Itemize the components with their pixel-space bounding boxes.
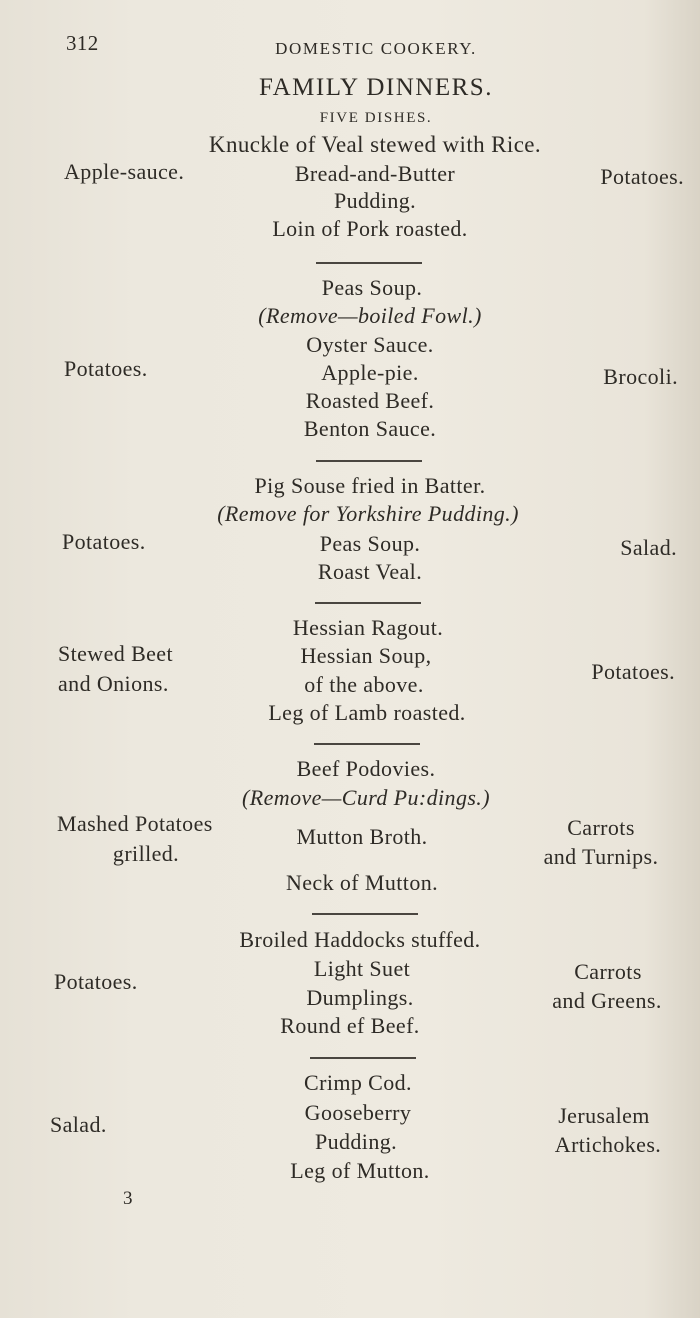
dish-center: Light Suet — [313, 956, 411, 981]
dish-right: Potatoes. — [600, 164, 684, 189]
dish-top: Knuckle of Veal stewed with Rice. — [208, 132, 542, 157]
dish-center-top: Oyster Sauce. — [306, 332, 434, 357]
remove-note: (Remove—Curd Pu:dings.) — [242, 785, 490, 810]
dish-left: Potatoes. — [54, 969, 138, 994]
dish-left: Apple-sauce. — [64, 159, 185, 184]
dish-left: Stewed Beet — [58, 641, 173, 666]
dish-center: of the above. — [304, 672, 424, 697]
dish-left: grilled. — [112, 841, 180, 866]
page-title: FAMILY DINNERS. — [259, 74, 493, 101]
dish-center: Dumplings. — [306, 985, 414, 1010]
dish-right: Carrots — [574, 959, 642, 984]
dish-center: Pudding. — [314, 1129, 398, 1154]
dish-top: Hessian Ragout. — [292, 615, 444, 640]
dish-right: Carrots — [567, 815, 635, 840]
divider-rule — [310, 1057, 416, 1059]
dish-center: Apple-pie. — [321, 360, 419, 385]
dish-center: Hessian Soup, — [300, 643, 432, 668]
dish-center: Pudding. — [333, 188, 417, 213]
dish-right: and Turnips. — [543, 844, 659, 869]
divider-rule — [312, 913, 418, 915]
dish-left: Salad. — [50, 1112, 107, 1137]
remove-note: (Remove for Yorkshire Pudding.) — [217, 501, 519, 526]
dish-right: Jerusalem — [558, 1103, 650, 1128]
dish-right: Artichokes. — [554, 1132, 662, 1157]
signature-mark: 3 — [123, 1188, 133, 1209]
page-number: 312 — [66, 31, 99, 55]
divider-rule — [315, 602, 421, 604]
running-head: DOMESTIC COOKERY. — [275, 39, 477, 58]
dish-left: Mashed Potatoes — [57, 811, 213, 836]
dish-left: and Onions. — [58, 671, 169, 696]
section-subtitle: FIVE DISHES. — [319, 110, 433, 126]
dish-bottom: Neck of Mutton. — [285, 870, 439, 895]
dish-bottom: Leg of Mutton. — [290, 1158, 430, 1183]
dish-left: Potatoes. — [64, 356, 148, 381]
divider-rule — [316, 262, 422, 264]
dish-bottom: Roasted Beef. — [305, 388, 435, 413]
dish-top: Pig Souse fried in Batter. — [254, 473, 486, 498]
dish-center: Mutton Broth. — [296, 824, 428, 849]
dish-right: and Greens. — [552, 988, 662, 1013]
dish-bottom: Roast Veal. — [317, 559, 423, 584]
dish-bottom: Loin of Pork roasted. — [272, 216, 468, 241]
dish-left: Potatoes. — [62, 529, 146, 554]
dish-top: Peas Soup. — [321, 275, 423, 300]
dish-top: Crimp Cod. — [304, 1070, 412, 1095]
dish-right: Brocoli. — [603, 364, 678, 389]
dish-top: Broiled Haddocks stuffed. — [239, 927, 481, 952]
dish-right: Potatoes. — [591, 659, 675, 684]
dish-bottom: Leg of Lamb roasted. — [268, 700, 466, 725]
dish-top: Beef Podovies. — [296, 756, 436, 781]
dish-center: Bread-and-Butter — [294, 161, 456, 186]
dish-bottom: Benton Sauce. — [303, 416, 437, 441]
dish-bottom: Round ef Beef. — [280, 1013, 420, 1038]
dish-center: Peas Soup. — [319, 531, 421, 556]
divider-rule — [314, 743, 420, 745]
dish-center: Gooseberry — [304, 1100, 412, 1125]
dish-right: Salad. — [620, 535, 677, 560]
remove-note: (Remove—boiled Fowl.) — [258, 303, 482, 328]
divider-rule — [316, 460, 422, 462]
